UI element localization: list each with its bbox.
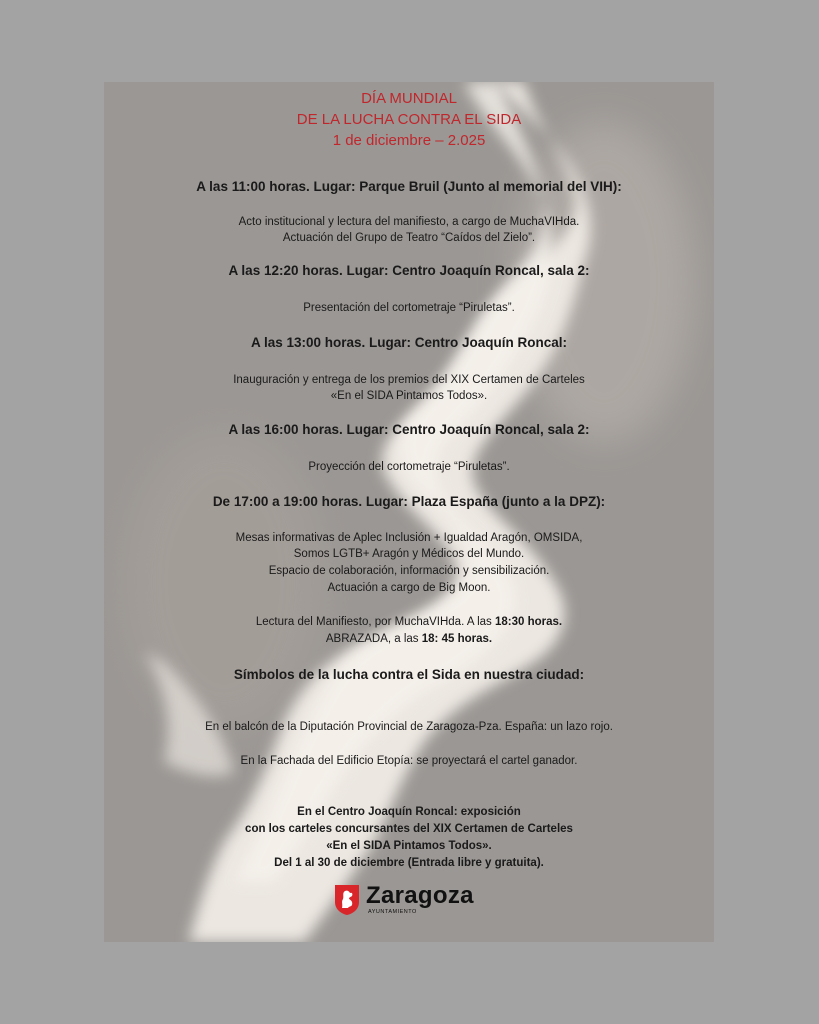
title-line-2: DE LA LUCHA CONTRA EL SIDA — [296, 111, 522, 128]
manifesto-line-2 — [104, 631, 714, 647]
title-line-3: 1 de diciembre – 2.025 — [332, 132, 486, 149]
manifesto-line-1 — [104, 614, 714, 630]
lion-shield-icon — [334, 884, 360, 916]
event-title — [104, 88, 714, 151]
exhibition-line-1: En el Centro Joaquín Roncal: exposición — [297, 806, 521, 818]
event-5-line-1: Mesas informativas de Aplec Inclusión + Igualdad Aragón, OMSIDA, — [235, 532, 583, 544]
event-1-heading: A las 11:00 horas. Lugar: Parque Bruil (Junto al memorial del VIH): — [196, 179, 622, 194]
manifesto-time-2: 18: 45 horas. — [421, 633, 493, 645]
event-3-heading: A las 13:00 horas. Lugar: Centro Joaquín Roncal: — [250, 335, 568, 350]
exhibition-line-4: Del 1 al 30 de diciembre (Entrada libre y gratuita). — [274, 857, 544, 869]
event-5-line-3: Espacio de colaboración, información y sensibilización. — [268, 565, 550, 577]
manifesto-text-1: Lectura del Manifiesto, por MuchaVIHda. A las — [255, 616, 495, 628]
event-3-line-2: «En el SIDA Pintamos Todos». — [330, 390, 488, 402]
event-5-line-2: Somos LGTB+ Aragón y Médicos del Mundo. — [293, 548, 525, 560]
manifesto-text-2: ABRAZADA, a las — [325, 633, 422, 645]
event-4-heading: A las 16:00 horas. Lugar: Centro Joaquín Roncal, sala 2: — [228, 422, 590, 437]
zaragoza-logo — [334, 882, 474, 918]
symbols-line-1: En el balcón de la Diputación Provincial de Zaragoza-Pza. España: un lazo rojo. — [205, 721, 613, 733]
event-4-line-1: Proyección del cortometraje “Piruletas”. — [308, 461, 510, 473]
symbols-line-2: En la Fachada del Edificio Etopía: se proyectará el cartel ganador. — [240, 755, 578, 767]
event-5-heading: De 17:00 a 19:00 horas. Lugar: Plaza España (junto a la DPZ): — [212, 494, 606, 509]
poster — [104, 82, 714, 942]
manifesto-time-1: 18:30 horas. — [494, 616, 563, 628]
event-2-heading: A las 12:20 horas. Lugar: Centro Joaquín Roncal, sala 2: — [228, 263, 590, 278]
title-line-1: DÍA MUNDIAL — [361, 90, 457, 107]
event-1-line-1: Acto institucional y lectura del manifiesto, a cargo de MuchaVIHda. — [238, 216, 580, 228]
event-5-line-4: Actuación a cargo de Big Moon. — [327, 582, 491, 594]
symbols-heading: Símbolos de la lucha contra el Sida en nuestra ciudad: — [233, 667, 585, 682]
event-1-line-2: Actuación del Grupo de Teatro “Caídos del Zielo”. — [282, 232, 536, 244]
event-2-line-1: Presentación del cortometraje “Piruletas”. — [303, 302, 515, 314]
logo-subtitle: AYUNTAMIENTO — [368, 909, 417, 915]
logo-name: Zaragoza — [366, 882, 474, 909]
exhibition-line-2: con los carteles concursantes del XIX Certamen de Carteles — [245, 823, 573, 835]
exhibition-line-3: «En el SIDA Pintamos Todos». — [326, 840, 492, 852]
event-3-line-1: Inauguración y entrega de los premios del XIX Certamen de Carteles — [233, 374, 585, 386]
